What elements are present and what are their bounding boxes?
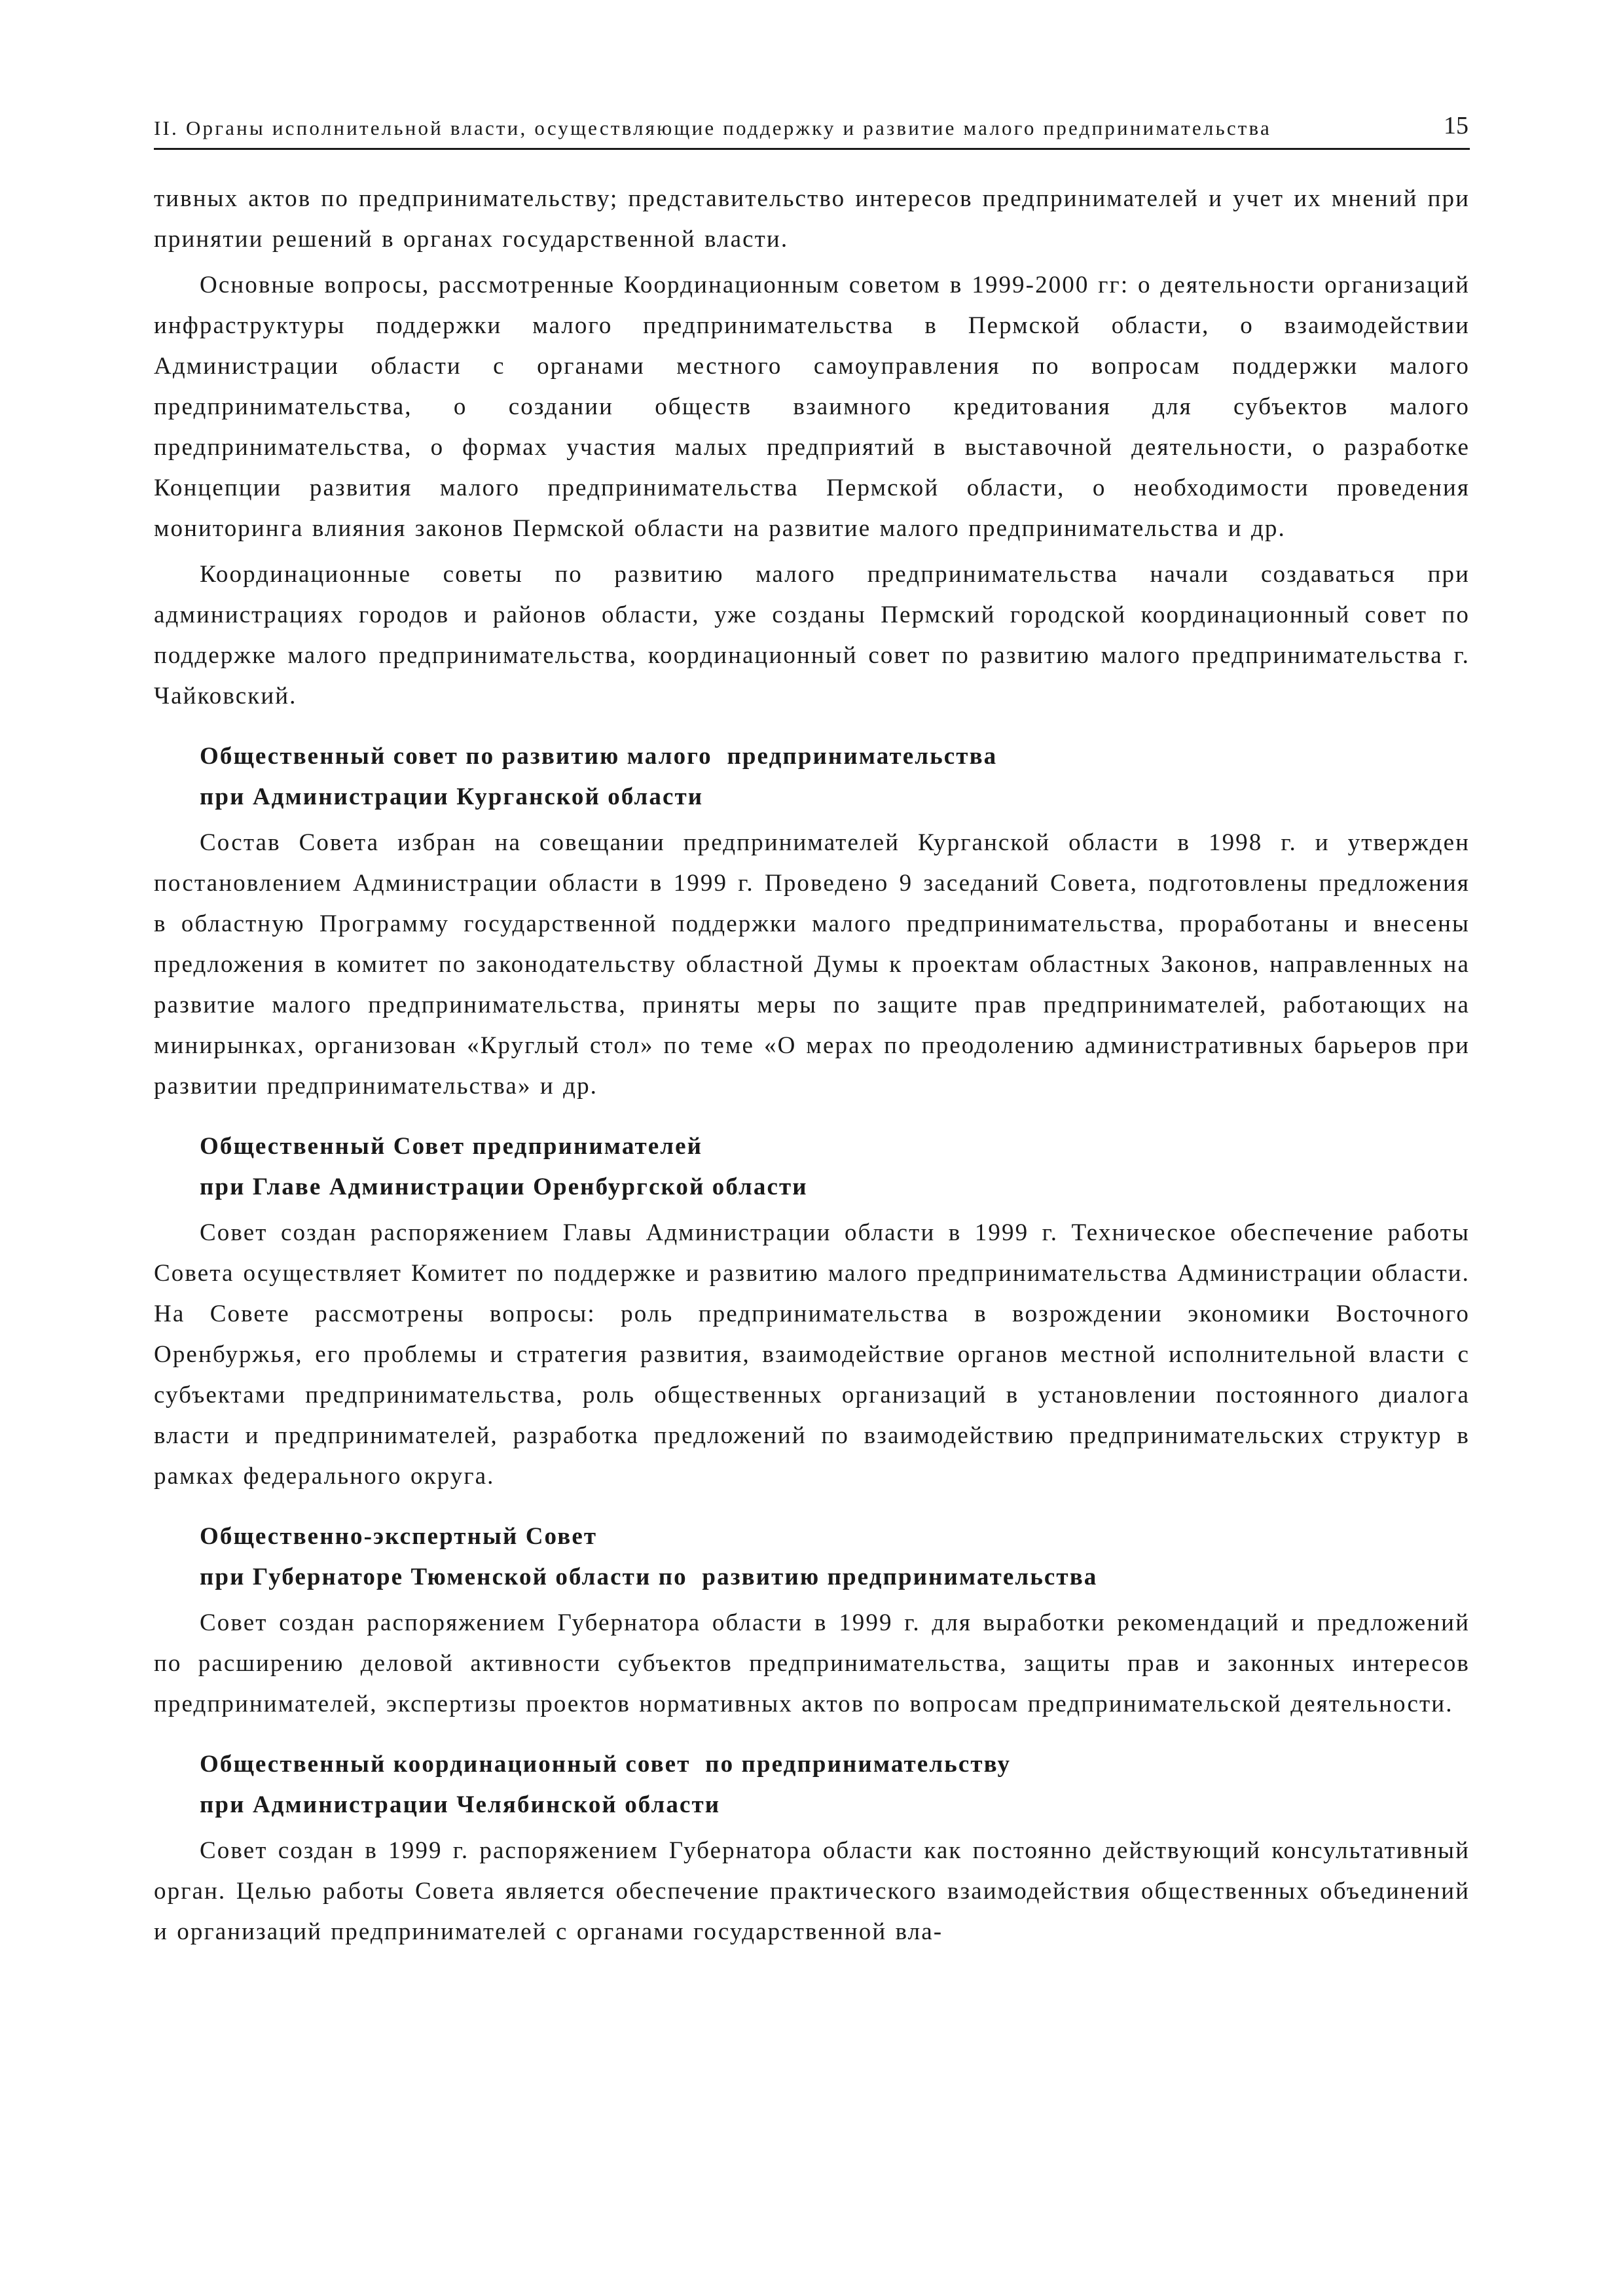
paragraph-perm-topics: Основные вопросы, рассмотренные Координационным советом в 1999-2000 гг: о деятельности организаций инфраструктуры поддержки малого предпринимательства в Пермской области, о взаимодействии Администрации области с органами местного самоуправления по вопросам поддержки малого предпринимательства, о создании обществ взаимного кредитования для субъектов малого предпринимательства, о формах участия малых предприятий в выставочной деятельности, о разработке Концепции развития малого предпринимательства Пермской области, о необходимости проведения мониторинга влияния законов Пермской области на развитие малого предпринимательства и др. xyxy=(154,272,1470,542)
section-title-line: Общественный совет по развитию малого предпринимательства xyxy=(200,743,998,770)
section-title-kurgan xyxy=(200,736,1470,817)
section-title-line: Общественно-экспертный Совет xyxy=(200,1523,598,1550)
section-title-tyumen xyxy=(200,1516,1470,1598)
section-title-line: Общественный координационный совет по предпринимательству xyxy=(200,1751,1012,1778)
section-title-line: при Администрации Челябинской области xyxy=(200,1791,721,1818)
continued-paragraph: тивных актов по предпринимательству; представительство интересов предпринимателей и учет их мнений при принятии решений в органах государственной власти. xyxy=(154,185,1470,253)
page-number: 15 xyxy=(1444,112,1468,139)
section-title-line: Общественный Совет предпринимателей xyxy=(200,1133,703,1160)
paragraph-perm-local-councils: Координационные советы по развитию малого предпринимательства начали создаваться при администрациях городов и районов области, уже созданы Пермский городской координационный совет по поддержке малого предпринимательства, координационный совет по развитию малого предпринимательства г. Чайковский. xyxy=(154,561,1470,709)
section-title-line: при Главе Администрации Оренбургской области xyxy=(200,1174,808,1200)
section-text-kurgan: Состав Совета избран на совещании предпринимателей Курганской области в 1998 г. и утвержден постановлением Администрации области в 1999 г. Проведено 9 заседаний Совета, подготовлены предложения в областную Программу государственной поддержки малого предпринимательства, проработаны и внесены предложения в комитет по законодательству областной Думы к проектам областных Законов, направленных на развитие малого предпринимательства, приняты меры по защите прав предпринимателей, работающих на минирынках, организован «Круглый стол» по теме «О мерах по преодолению административных барьеров при развитии предпринимательства» и др. xyxy=(154,829,1470,1100)
section-text-tyumen: Совет создан распоряжением Губернатора области в 1999 г. для выработки рекомендаций и предложений по расширению деловой активности субъектов предпринимательства, защиты прав и законных интересов предпринимателей, экспертизы проектов нормативных актов по вопросам предпринимательской деятельности. xyxy=(154,1609,1470,1717)
running-title: II. Органы исполнительной власти, осуществляющие поддержку и развитие малого предпринимательства xyxy=(154,117,1271,139)
document-page xyxy=(154,111,1470,1958)
section-title-line: при Губернаторе Тюменской области по развитию предпринимательства xyxy=(200,1564,1098,1590)
section-text-orenburg: Совет создан распоряжением Главы Администрации области в 1999 г. Техническое обеспечение работы Совета осуществляет Комитет по поддержке и развитию малого предпринимательства Администрации области. На Совете рассмотрены вопросы: роль предпринимательства в возрождении экономики Восточного Оренбуржья, его проблемы и стратегия развития, взаимодействие органов местной исполнительной власти с субъектами предпринимательства, роль общественных организаций в установлении постоянного диалога власти и предпринимателей, разработка предложений по взаимодействию предпринимательских структур в рамках федерального округа. xyxy=(154,1219,1470,1490)
section-text-chelyabinsk: Совет создан в 1999 г. распоряжением Губернатора области как постоянно действующий консультативный орган. Целью работы Совета является обеспечение практического взаимодействия общественных объединений и организаций предпринимателей с органами государственной вла- xyxy=(154,1837,1470,1945)
running-header xyxy=(154,111,1470,150)
body-text xyxy=(154,179,1470,1952)
section-title-line: при Администрации Курганской области xyxy=(200,783,704,810)
section-title-chelyabinsk xyxy=(200,1744,1470,1825)
section-title-orenburg xyxy=(200,1126,1470,1208)
